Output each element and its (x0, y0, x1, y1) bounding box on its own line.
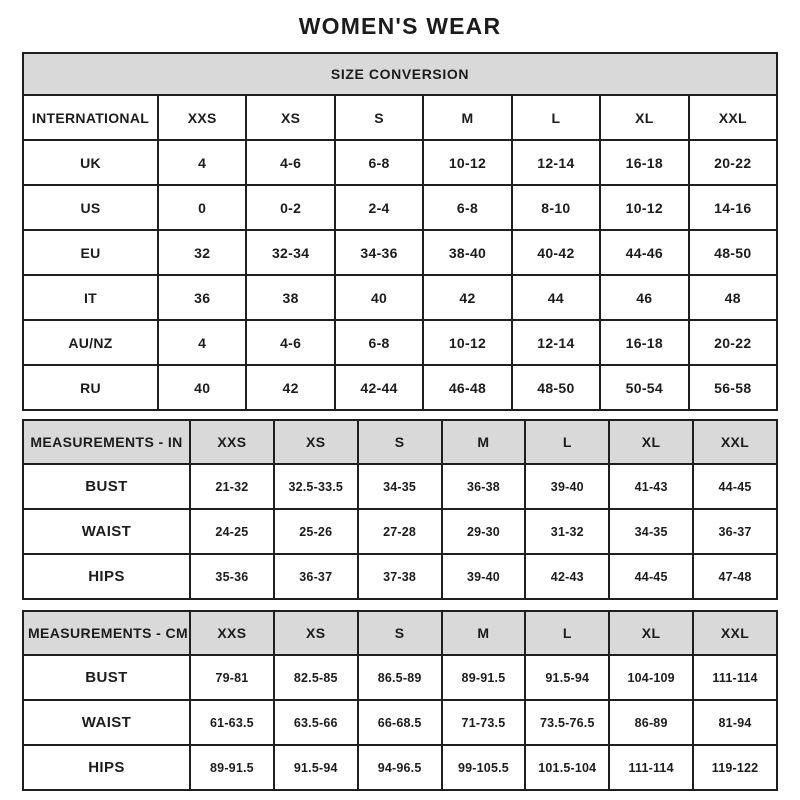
column-header: XS (274, 611, 358, 655)
table-cell: 31-32 (525, 509, 609, 554)
table-cell: 44-46 (600, 230, 688, 275)
table-cell: 111-114 (693, 655, 777, 700)
table-row (23, 320, 777, 365)
size-conversion-table-body (23, 53, 777, 410)
table-cell: 46 (600, 275, 688, 320)
column-header: XXL (693, 420, 777, 464)
table-cell: 4 (158, 140, 246, 185)
table-cell: 61-63.5 (190, 700, 274, 745)
column-header: XL (600, 95, 688, 140)
table-cell: 32-34 (246, 230, 334, 275)
table-cell: 37-38 (358, 554, 442, 599)
table-cell: 8-10 (512, 185, 600, 230)
table-cell: 6-8 (335, 320, 423, 365)
column-header: XXS (190, 611, 274, 655)
table-cell: 6-8 (335, 140, 423, 185)
table-cell: 44-45 (609, 554, 693, 599)
row-label: HIPS (23, 554, 190, 599)
column-header: XXL (689, 95, 777, 140)
table-cell: 63.5-66 (274, 700, 358, 745)
row-label: HIPS (23, 745, 190, 790)
table-cell: 34-35 (358, 464, 442, 509)
column-header: L (525, 420, 609, 464)
table-cell: 71-73.5 (442, 700, 526, 745)
table-cell: 6-8 (423, 185, 511, 230)
row-label: BUST (23, 655, 190, 700)
table-cell: 20-22 (689, 320, 777, 365)
table-cell: 36-37 (274, 554, 358, 599)
table-cell: 48-50 (512, 365, 600, 410)
column-header: XXS (190, 420, 274, 464)
row-label: EU (23, 230, 158, 275)
table-cell: 104-109 (609, 655, 693, 700)
table-cell: 4-6 (246, 320, 334, 365)
table-cell: 39-40 (525, 464, 609, 509)
table-cell: 16-18 (600, 320, 688, 365)
table-cell: 47-48 (693, 554, 777, 599)
table-row (23, 554, 777, 599)
row-header-label: INTERNATIONAL (23, 95, 158, 140)
column-header: S (335, 95, 423, 140)
table-cell: 16-18 (600, 140, 688, 185)
table-cell: 34-35 (609, 509, 693, 554)
table-banner-row (23, 53, 777, 95)
column-header: XXL (693, 611, 777, 655)
table-row (23, 464, 777, 509)
table-cell: 12-14 (512, 320, 600, 365)
row-label: US (23, 185, 158, 230)
column-header: L (525, 611, 609, 655)
row-label: WAIST (23, 700, 190, 745)
table-cell: 35-36 (190, 554, 274, 599)
table-row (23, 509, 777, 554)
table-cell: 32 (158, 230, 246, 275)
row-label: IT (23, 275, 158, 320)
table-cell: 2-4 (335, 185, 423, 230)
table-cell: 40 (335, 275, 423, 320)
column-header: S (358, 420, 442, 464)
table-cell: 40 (158, 365, 246, 410)
measurements-in-table (22, 419, 778, 600)
column-header: XL (609, 420, 693, 464)
table-cell: 48 (689, 275, 777, 320)
table-cell: 56-58 (689, 365, 777, 410)
table-row (23, 140, 777, 185)
table-cell: 46-48 (423, 365, 511, 410)
table-cell: 44-45 (693, 464, 777, 509)
table-cell: 38-40 (423, 230, 511, 275)
column-header: M (423, 95, 511, 140)
table-header-row (23, 611, 777, 655)
table-cell: 36 (158, 275, 246, 320)
table-cell: 82.5-85 (274, 655, 358, 700)
row-label: WAIST (23, 509, 190, 554)
table-cell: 40-42 (512, 230, 600, 275)
row-label: AU/NZ (23, 320, 158, 365)
table-cell: 42-43 (525, 554, 609, 599)
table-cell: 81-94 (693, 700, 777, 745)
table-cell: 14-16 (689, 185, 777, 230)
table-row (23, 745, 777, 790)
table-cell: 73.5-76.5 (525, 700, 609, 745)
table-cell: 32.5-33.5 (274, 464, 358, 509)
column-header: XXS (158, 95, 246, 140)
table-title: MEASUREMENTS - CM (23, 611, 190, 655)
table-cell: 89-91.5 (442, 655, 526, 700)
size-conversion-table (22, 52, 778, 411)
column-header: M (442, 420, 526, 464)
table-row (23, 700, 777, 745)
table-cell: 91.5-94 (525, 655, 609, 700)
measurements-cm-table (22, 610, 778, 791)
table-cell: 41-43 (609, 464, 693, 509)
table-cell: 39-40 (442, 554, 526, 599)
table-cell: 27-28 (358, 509, 442, 554)
table-cell: 34-36 (335, 230, 423, 275)
table-row (23, 365, 777, 410)
table-cell: 86-89 (609, 700, 693, 745)
table-row (23, 655, 777, 700)
table-cell: 86.5-89 (358, 655, 442, 700)
table-cell: 99-105.5 (442, 745, 526, 790)
column-header: S (358, 611, 442, 655)
table-cell: 42-44 (335, 365, 423, 410)
table-cell: 4 (158, 320, 246, 365)
table-cell: 29-30 (442, 509, 526, 554)
table-cell: 10-12 (423, 320, 511, 365)
table-header-row (23, 420, 777, 464)
table-cell: 0-2 (246, 185, 334, 230)
table-cell: 10-12 (600, 185, 688, 230)
table-cell: 91.5-94 (274, 745, 358, 790)
table-cell: 48-50 (689, 230, 777, 275)
table-cell: 79-81 (190, 655, 274, 700)
table-cell: 94-96.5 (358, 745, 442, 790)
table-cell: 42 (423, 275, 511, 320)
row-label: UK (23, 140, 158, 185)
table-cell: 50-54 (600, 365, 688, 410)
table-cell: 42 (246, 365, 334, 410)
table-cell: 36-37 (693, 509, 777, 554)
table-cell: 0 (158, 185, 246, 230)
table-cell: 21-32 (190, 464, 274, 509)
table-cell: 4-6 (246, 140, 334, 185)
table-cell: 111-114 (609, 745, 693, 790)
table-cell: 10-12 (423, 140, 511, 185)
measurements-cm-table-body (23, 611, 777, 790)
table-cell: 24-25 (190, 509, 274, 554)
table-cell: 101.5-104 (525, 745, 609, 790)
row-label: RU (23, 365, 158, 410)
table-cell: 66-68.5 (358, 700, 442, 745)
table-cell: 12-14 (512, 140, 600, 185)
table-row (23, 230, 777, 275)
table-cell: 25-26 (274, 509, 358, 554)
table-cell: 36-38 (442, 464, 526, 509)
table-cell: 20-22 (689, 140, 777, 185)
table-row (23, 275, 777, 320)
table-banner: SIZE CONVERSION (23, 53, 777, 95)
column-header: XS (246, 95, 334, 140)
page-title: WOMEN'S WEAR (298, 13, 502, 39)
row-label: BUST (23, 464, 190, 509)
column-header: XS (274, 420, 358, 464)
table-cell: 38 (246, 275, 334, 320)
measurements-in-table-body (23, 420, 777, 599)
table-title: MEASUREMENTS - IN (23, 420, 190, 464)
table-cell: 89-91.5 (190, 745, 274, 790)
column-header: M (442, 611, 526, 655)
column-header: L (512, 95, 600, 140)
table-cell: 44 (512, 275, 600, 320)
column-header: XL (609, 611, 693, 655)
table-header-row (23, 95, 777, 140)
table-cell: 119-122 (693, 745, 777, 790)
table-row (23, 185, 777, 230)
